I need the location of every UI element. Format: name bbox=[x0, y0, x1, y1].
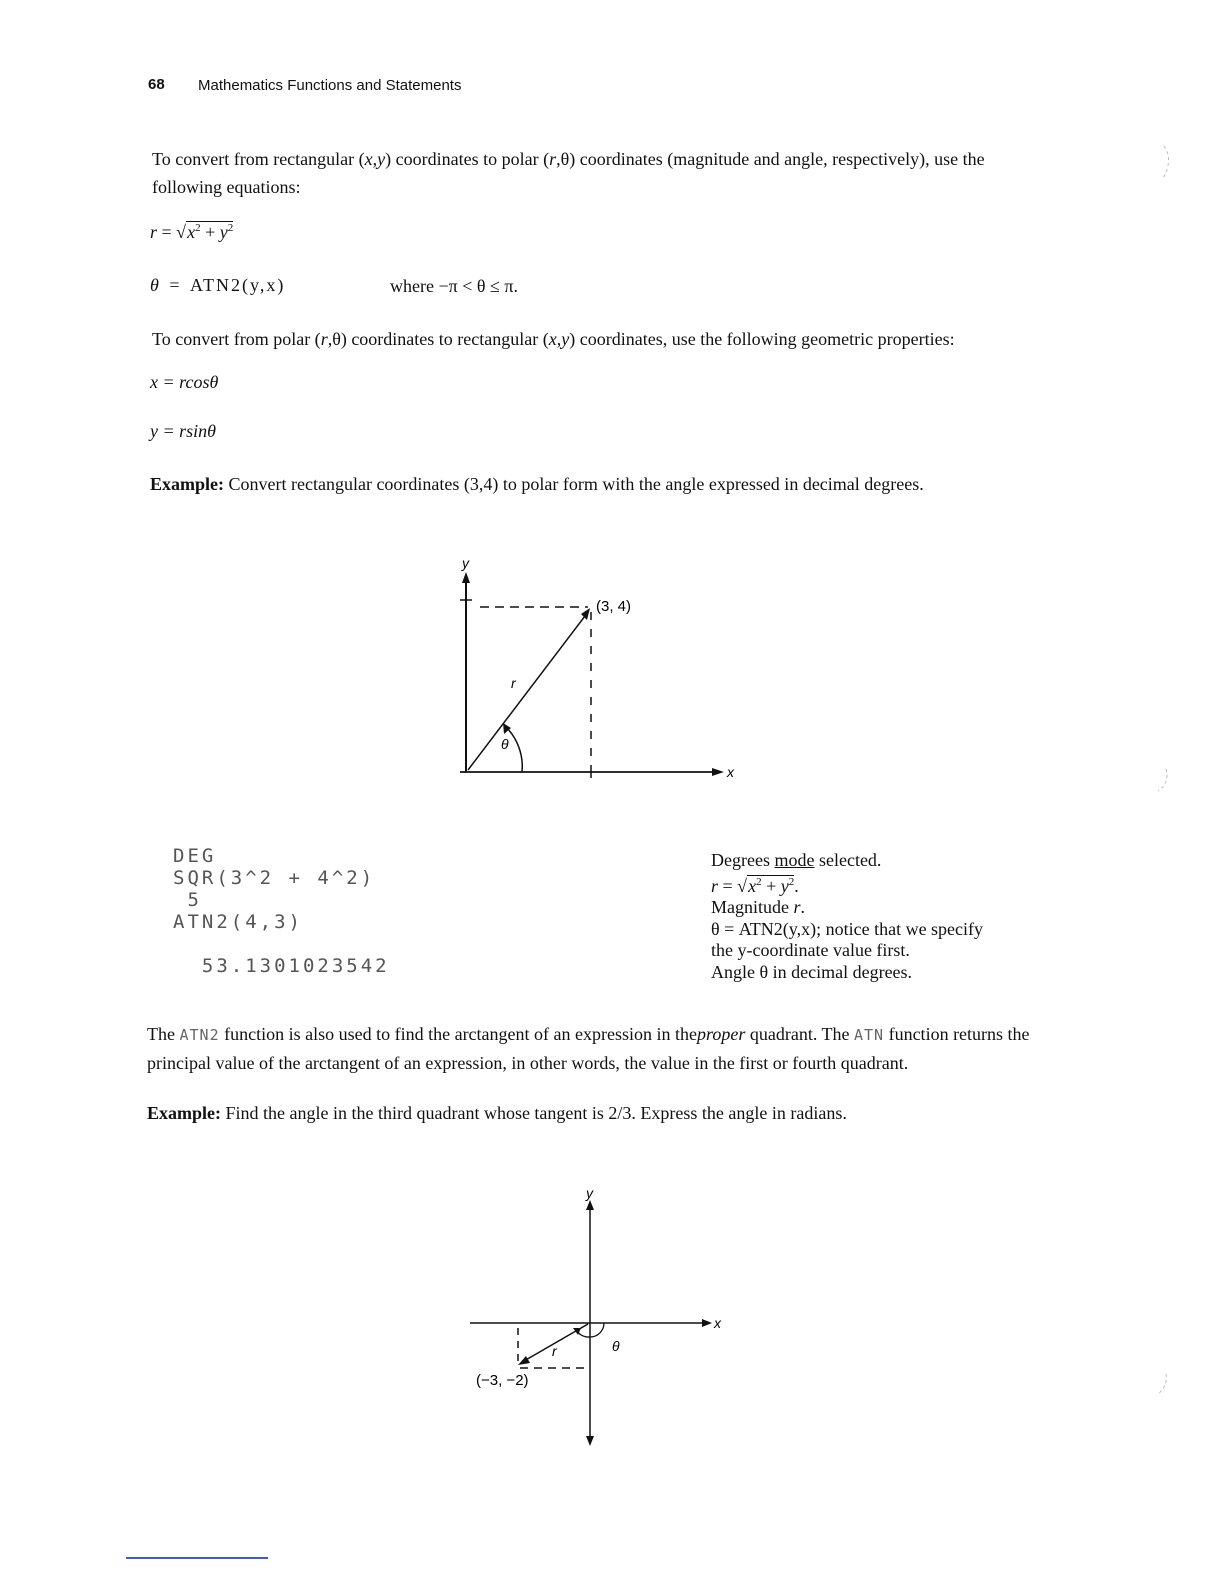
note-atn2: θ = ATN2(y,x); notice that we specify bbox=[711, 918, 984, 939]
polar-paragraph: To convert from polar (r,θ) coordinates to rectangular (x,y) coordinates, use the following geometric properties: bbox=[152, 329, 955, 349]
point-label: (−3, −2) bbox=[476, 1372, 529, 1389]
theta-range: where −π < θ ≤ π. bbox=[390, 276, 518, 296]
calculator-listing bbox=[173, 845, 390, 977]
y-axis-arrowhead bbox=[462, 572, 470, 583]
note-magnitude: Magnitude r. bbox=[711, 897, 806, 918]
calc-line-result-angle: 53.1301023542 bbox=[173, 955, 390, 977]
margin-mark-line bbox=[1158, 769, 1167, 791]
y-axis-label: y bbox=[586, 1185, 593, 1201]
example-1: Example: Convert rectangular coordinates (3,4) to polar form with the angle expressed in decimal degrees. bbox=[150, 474, 924, 494]
equation-theta: θ = ATN2(y,x) bbox=[150, 275, 286, 295]
equation-x-rcos: x = rcosθ bbox=[150, 372, 219, 392]
radius-arrowhead bbox=[518, 1356, 530, 1365]
section-title: Mathematics Functions and Statements bbox=[198, 77, 462, 94]
example-2: Example: Find the angle in the third quadrant whose tangent is 2/3. Express the angle in radians. bbox=[147, 1103, 847, 1123]
x-axis-arrowhead bbox=[712, 768, 724, 776]
note-r-formula: $r = √x^2 + y^2$. bbox=[711, 875, 799, 896]
calc-line-result-5: 5 bbox=[173, 889, 202, 911]
figure-rect-to-polar bbox=[440, 550, 760, 790]
margin-mark-1 bbox=[1140, 140, 1180, 190]
r-label: r bbox=[511, 675, 516, 691]
note-degrees-mode: Degrees mode selected. bbox=[711, 850, 882, 870]
figure-third-quadrant bbox=[460, 1178, 740, 1453]
margin-mark-2 bbox=[1140, 765, 1180, 795]
x-axis-arrowhead bbox=[702, 1319, 712, 1327]
atn-paragraph: The ATN2 function is also used to find the arctangent of an expression in theproper quadrant. The ATN function returns the principal value of the arctangent of an expression, in other words, the value in the first or fourth quadrant. bbox=[147, 1024, 1030, 1073]
theta-label: θ bbox=[501, 736, 509, 752]
calc-notes bbox=[711, 850, 983, 984]
margin-mark-line bbox=[1162, 146, 1169, 180]
footer-rule bbox=[126, 1557, 268, 1559]
y-axis-label: y bbox=[462, 555, 469, 571]
point-label: (3, 4) bbox=[596, 598, 632, 615]
calc-line-atn2: ATN2(4,3) bbox=[173, 911, 303, 933]
x-axis-label: x bbox=[727, 764, 734, 780]
r-label: r bbox=[552, 1343, 557, 1359]
intro-paragraph: To convert from rectangular (x,y) coordinates to polar (r,θ) coordinates (magnitude and angle, respectively), use the following equations: bbox=[152, 149, 985, 197]
equation-r: $r = √x^2 + y^2$ bbox=[150, 222, 234, 242]
y-axis-bottom-arrowhead bbox=[586, 1436, 594, 1446]
margin-mark-3 bbox=[1140, 1370, 1180, 1400]
note-y-first: the y-coordinate value first. bbox=[711, 940, 910, 961]
page-number: 68 bbox=[148, 76, 165, 93]
x-axis-label: x bbox=[714, 1315, 721, 1331]
theta-arc-upper bbox=[590, 1323, 604, 1337]
margin-mark-line bbox=[1158, 1374, 1166, 1394]
y-axis-arrowhead bbox=[586, 1200, 594, 1210]
calc-line-sqr: SQR(3^2 + 4^2) bbox=[173, 867, 376, 889]
radius-arrowhead bbox=[581, 608, 590, 620]
theta-label: θ bbox=[612, 1338, 620, 1354]
equation-y-rsin: y = rsinθ bbox=[150, 421, 216, 441]
calc-line-deg: DEG bbox=[173, 845, 217, 867]
note-angle-degrees: Angle θ in decimal degrees. bbox=[711, 961, 913, 982]
radius-vector bbox=[468, 616, 585, 770]
